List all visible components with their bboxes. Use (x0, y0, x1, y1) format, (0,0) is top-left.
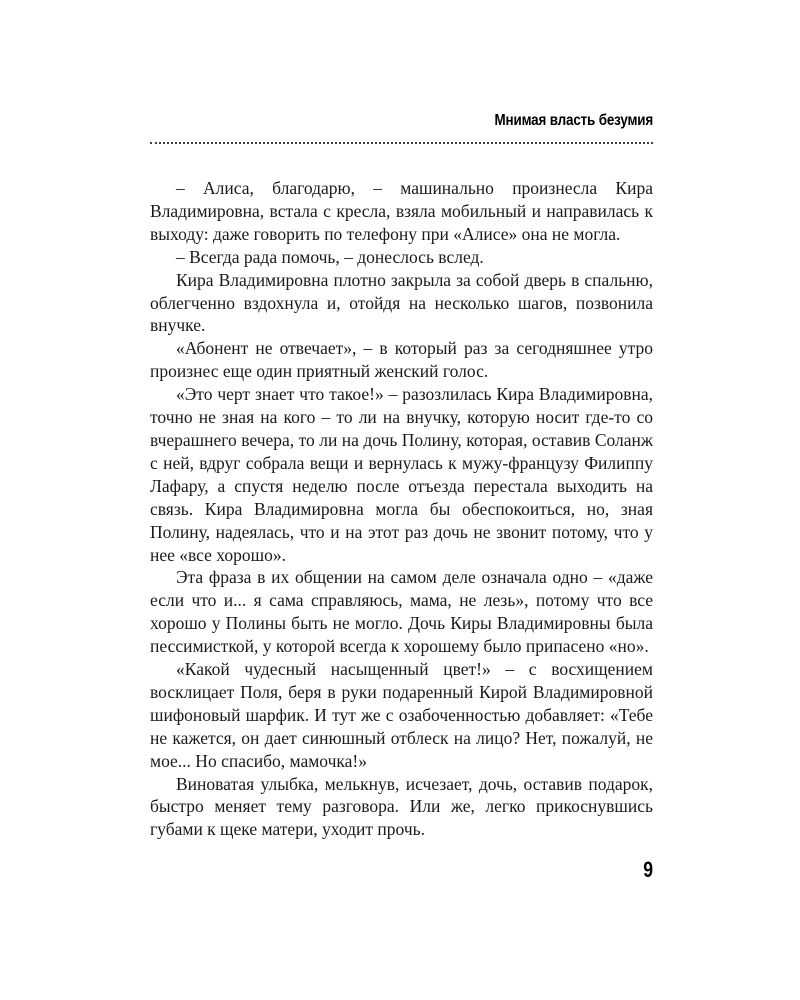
header-dotted-rule (150, 142, 653, 144)
paragraph: Кира Владимировна плотно закрыла за собой дверь в спальню, облегченно вздохнула и, отойдя на несколько шагов, позвонила внучке. (150, 269, 653, 336)
text-body (150, 177, 653, 841)
paragraph: «Абонент не отвечает», – в который раз за сегодняшнее утро произнес еще один приятный женский голос. (150, 338, 653, 382)
running-header-title: Мнимая власть безумия (494, 112, 653, 129)
paragraph: Виноватая улыбка, мелькнув, исчезает, дочь, оставив подарок, быстро меняет тему разговора. Или же, легко прикоснувшись губами к щеке матери, уходит прочь. (150, 773, 653, 840)
page-number: 9 (643, 857, 653, 882)
paragraph: – Алиса, благодарю, – машинально произнесла Кира Владимировна, встала с кресла, взяла мобильный и направилась к выходу: даже говорить по телефону при «Алисе» она не могла. (150, 178, 653, 244)
paragraph: «Это черт знает что такое!» – разозлилась Кира Владимировна, точно не зная на кого – то ли на внучку, которую носит где-то со вчерашнего вечера, то ли на дочь Полину, которая, оставив Соланж с ней, вдруг собрала вещи и вернулась к мужу-французу Филиппу Лафару, а спустя неделю после отъезда перестала выходить на связь. Кира Владимировна могла бы обеспокоиться, но, зная Полину, надеялась, что и на этот раз дочь не звонит потому, что у нее «все хорошо». (150, 384, 653, 565)
paragraph: Эта фраза в их общении на самом деле означала одно – «даже если что и... я сама справляюсь, мама, не лезь», потому что все хорошо у Полины быть не могло. Дочь Киры Владимировны была пессимисткой, у которой всегда к хорошему было припасено «но». (150, 567, 653, 657)
paragraph: – Всегда рада помочь, – донеслось вслед. (176, 246, 484, 267)
paragraph: «Какой чудесный насыщенный цвет!» – с восхищением восклицает Поля, беря в руки подаренный Кирой Владимировной шифоновый шарфик. И тут же с озабоченностью добавляет: «Тебе не кажется, он дает синюшный отблеск на лицо? Нет, пожалуй, не мое... Но спасибо, мамочка!» (150, 659, 653, 771)
